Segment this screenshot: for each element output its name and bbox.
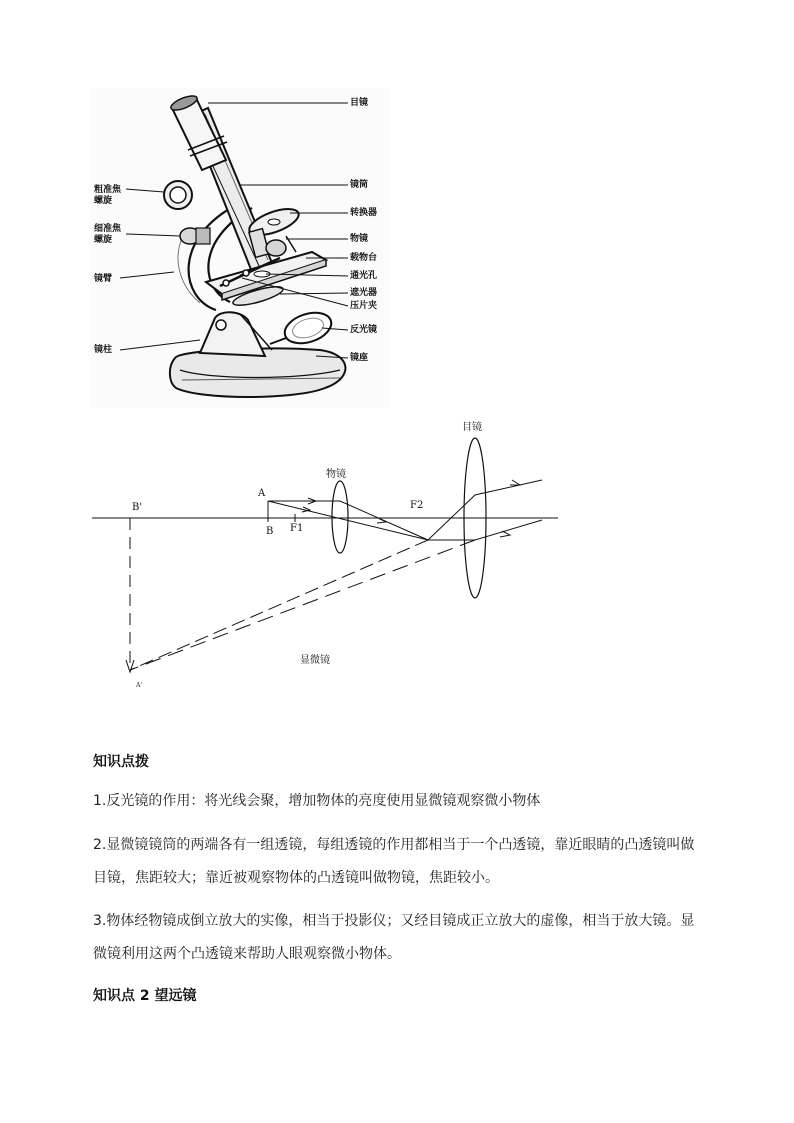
diagram-caption: 显微镜 (300, 655, 330, 666)
label-base: 镜座 (350, 353, 369, 363)
label-f1: F1 (290, 523, 304, 534)
label-fine-focus: 细准焦螺旋 (94, 224, 122, 245)
optics-drawing (90, 412, 570, 704)
label-nosepiece: 转换器 (350, 208, 378, 218)
paragraph-1: 1.反光镜的作用：将光线会聚，增加物体的亮度使用显微镜观察微小物体 (93, 793, 541, 809)
label-optics-objective: 物镜 (326, 469, 346, 480)
label-point-a: A (258, 488, 266, 499)
label-arm: 镜臂 (94, 274, 113, 284)
label-diaphragm: 遮光器 (350, 288, 378, 298)
label-optics-eyepiece: 目镜 (462, 422, 482, 433)
microscope-figure (90, 88, 390, 408)
paragraph-3: 3.物体经物镜成倒立放大的实像，相当于投影仪；又经目镜成正立放大的虚像，相当于放大镜。显微镜利用这两个凸透镜来帮助人眼观察微小物体。 (93, 913, 695, 962)
label-point-b: B (266, 526, 274, 537)
label-tube: 镜筒 (350, 180, 369, 190)
label-clip: 压片夹 (350, 301, 378, 311)
label-objective: 物镜 (350, 234, 369, 244)
label-stage: 载物台 (350, 253, 378, 263)
optics-diagram (90, 412, 570, 704)
section-title-tips: 知识点拨 (93, 754, 149, 770)
microscope-leader-lines (90, 88, 390, 408)
label-point-b-prime: B' (132, 502, 143, 513)
label-aperture: 通光孔 (350, 271, 378, 281)
label-coarse-focus: 粗准焦螺旋 (94, 185, 122, 206)
label-f2: F2 (410, 500, 424, 511)
paragraph-2: 2.显微镜镜筒的两端各有一组透镜，每组透镜的作用都相当于一个凸透镜，靠近眼睛的凸透镜叫做目镜，焦距较大；靠近被观察物体的凸透镜叫做物镜，焦距较小。 (93, 837, 695, 886)
label-pillar: 镜柱 (94, 345, 113, 355)
label-point-a-prime: A' (136, 682, 142, 689)
section-title-telescope: 知识点 2 望远镜 (93, 988, 197, 1004)
label-mirror: 反光镜 (350, 325, 378, 335)
label-eyepiece: 目镜 (350, 98, 369, 108)
